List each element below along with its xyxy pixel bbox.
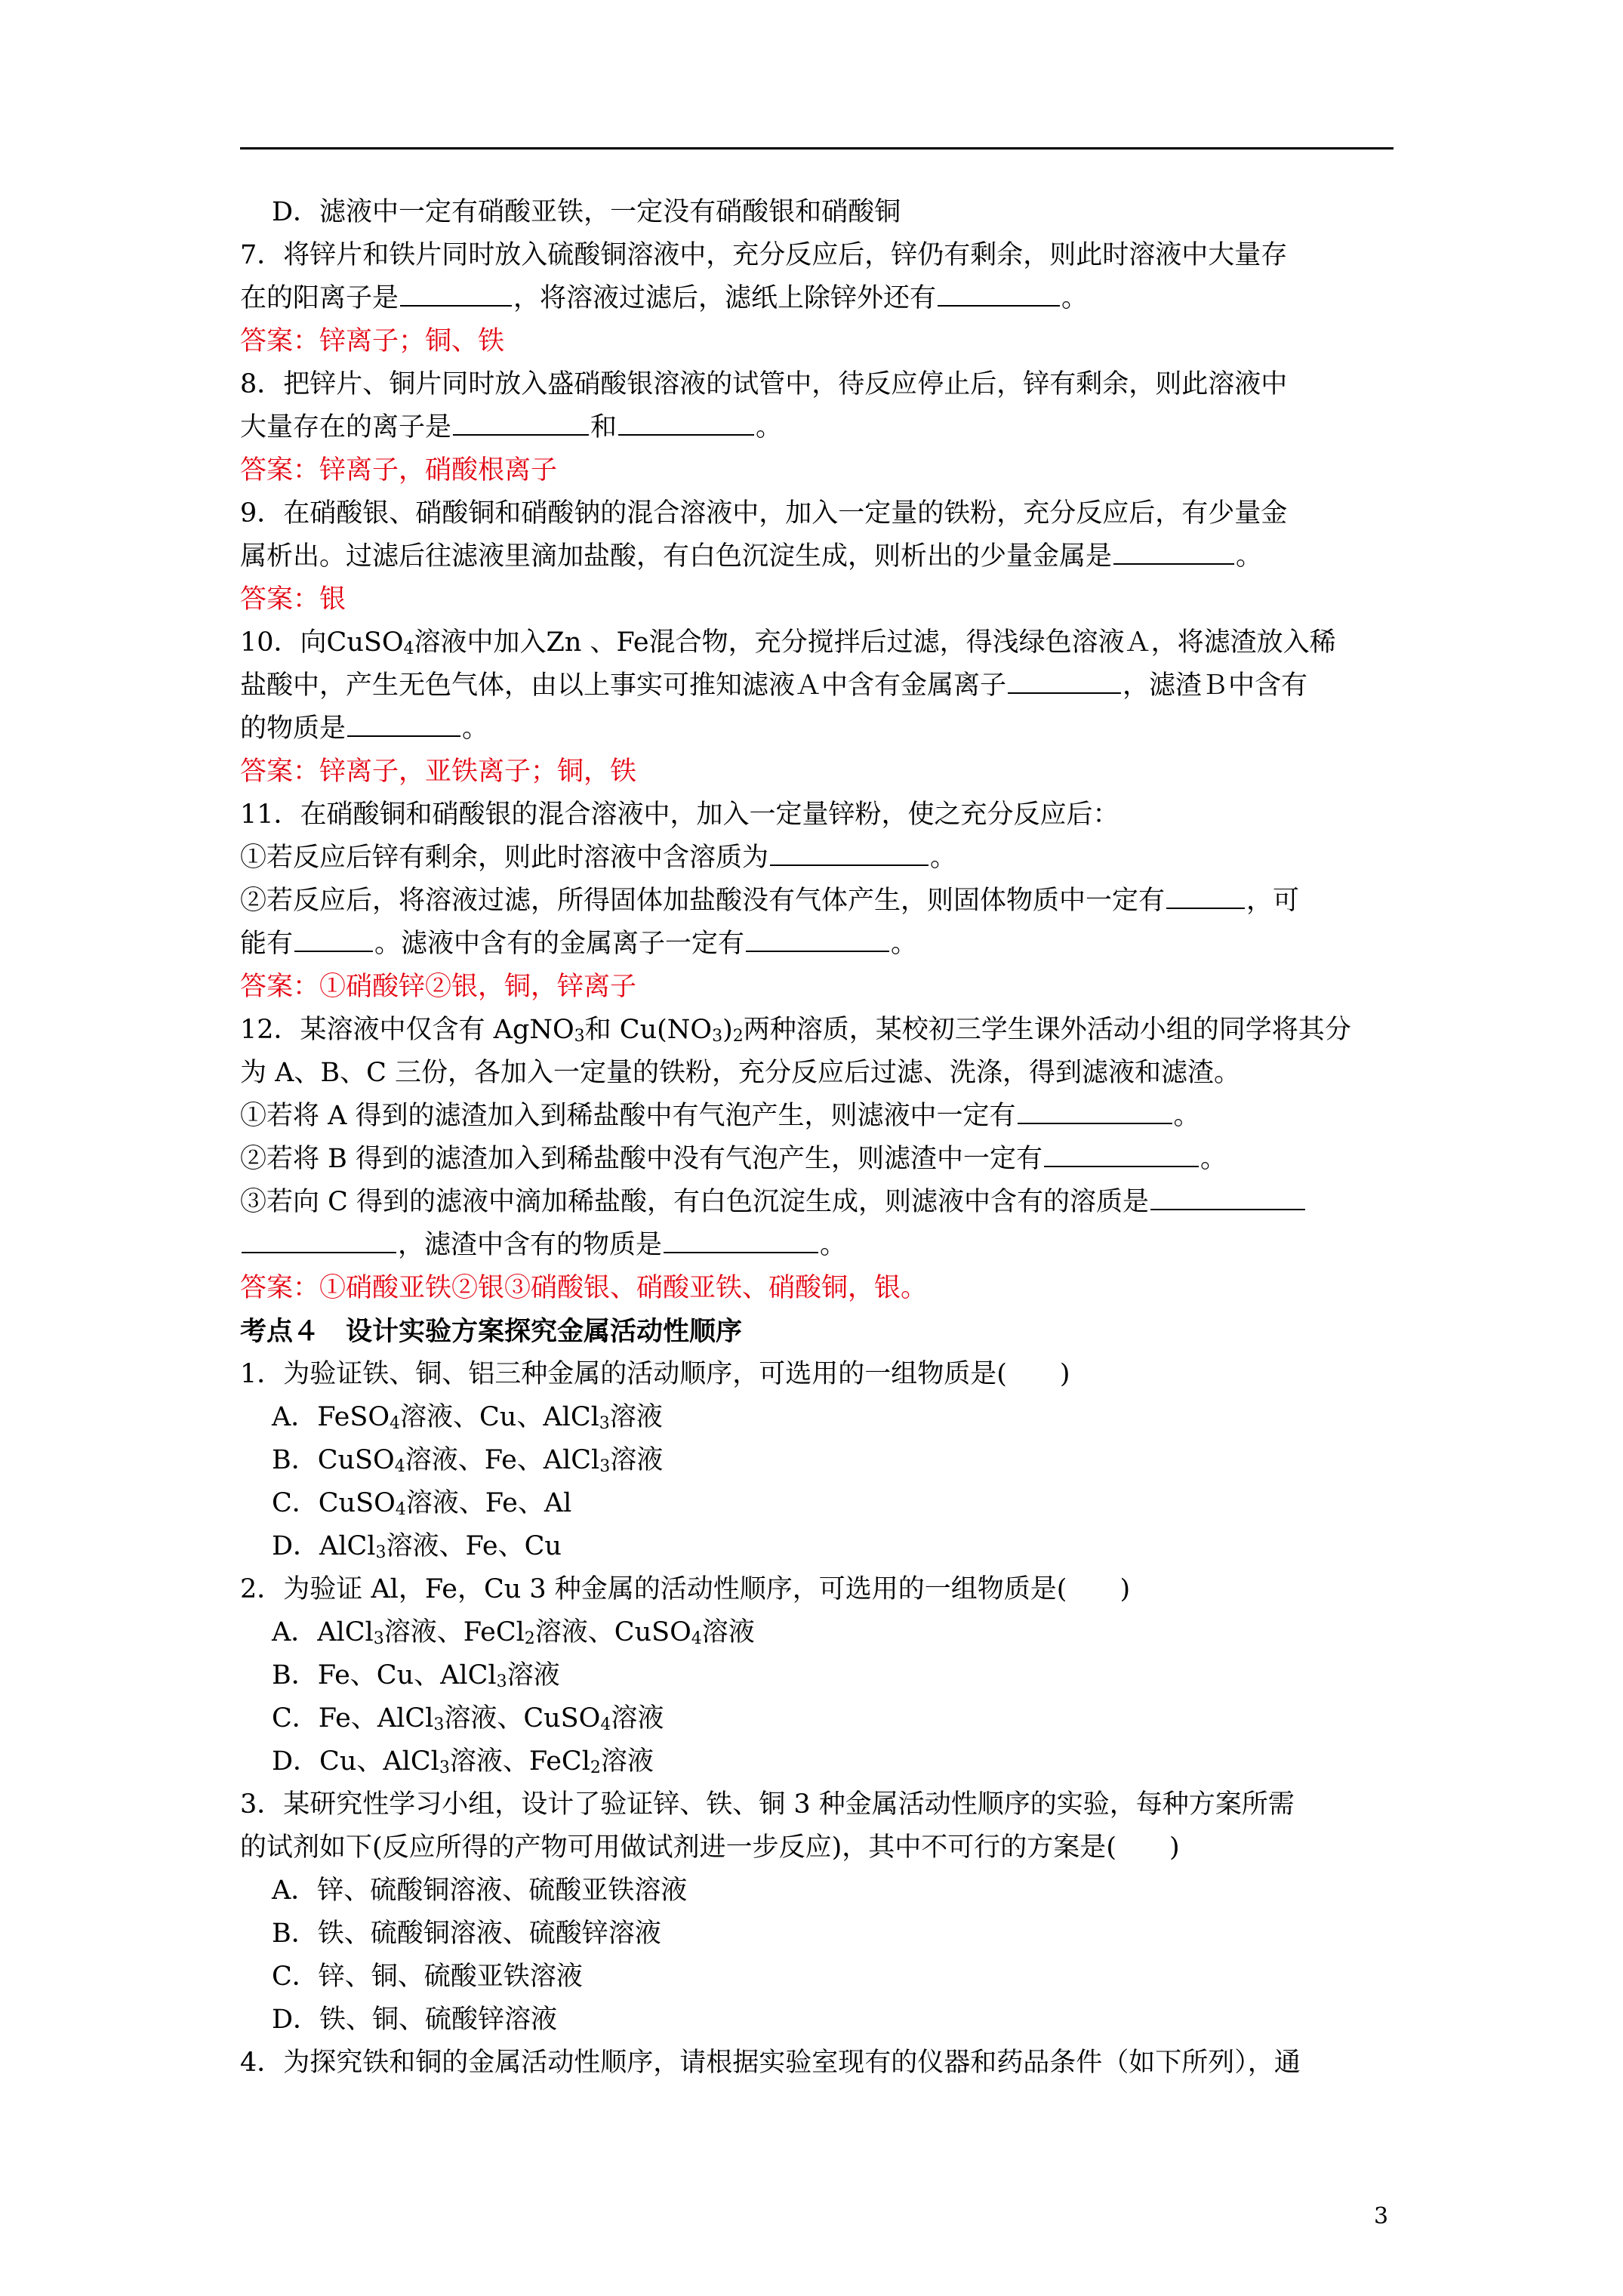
q12-text-e: ①若将 A 得到的滤渣加入到稀盐酸中有气泡产生，则滤液中一定有 (240, 1101, 1016, 1131)
q12-answer: 答案：①硝酸亚铁②银③硝酸银、硝酸亚铁、硝酸铜，银。 (240, 1273, 928, 1303)
q10-line-1 (240, 621, 1394, 664)
s4q2-d-text-1: D．Cu、AlCl (272, 1746, 439, 1777)
q10-blank-1 (1008, 667, 1121, 694)
q12-text-d: 两种溶质，某校初三学生课外活动小组的同学将其分 (743, 1015, 1351, 1045)
q8-blank-1 (453, 408, 589, 436)
q9-text-b: 。 (1236, 541, 1263, 572)
q12-line-2: 为 A、B、C 三份，各加入一定量的铁粉，充分反应后过滤、洗涤，得到滤液和滤渣。 (240, 1058, 1241, 1088)
q8-line-1: 8．把锌片、铜片同时放入盛硝酸银溶液的试管中，待反应停止后，锌有剩余，则此溶液中 (240, 369, 1288, 399)
q9-blank-1 (1113, 538, 1234, 565)
s4q1-a-text-1: A．FeSO (272, 1402, 390, 1432)
q12-text-h: 。 (1200, 1144, 1227, 1174)
s4q2-stem: 2．为验证 Al，Fe，Cu 3 种金属的活动性顺序，可选用的一组物质是( ) (240, 1574, 1131, 1604)
s4q1-a-sub-1: 4 (390, 1414, 401, 1433)
q11-text-a: ①若反应后锌有剩余，则此时溶液中含溶质为 (240, 843, 769, 873)
q11-text-g: 。 (891, 929, 918, 959)
q12-line-1 (240, 1009, 1394, 1052)
s4q2-c-text-1: C．Fe、AlCl (272, 1703, 434, 1734)
s4q1-stem: 1．为验证铁、铜、铝三种金属的活动顺序，可选用的一组物质是( ) (240, 1359, 1070, 1389)
s4q2-b-text-1: B．Fe、Cu、AlCl (272, 1660, 497, 1690)
q12-line-5 (240, 1181, 1394, 1224)
section-4-title: 考点４ 设计实验方案探究金属活动性顺序 (240, 1316, 743, 1347)
q12-text-i: ③若向 C 得到的滤液中滴加稀盐酸，有白色沉淀生成，则滤液中含有的溶质是 (240, 1187, 1150, 1217)
q11-line-4 (240, 923, 1394, 966)
q12-blank-4 (242, 1226, 396, 1253)
q11-text-b: 。 (930, 843, 957, 873)
s4q2-d-text-3: 溶液 (600, 1746, 654, 1777)
q7-line-1: 7．将锌片和铁片同时放入硫酸铜溶液中，充分反应后，锌仍有剩余，则此时溶液中大量存 (240, 240, 1288, 270)
q9-line-1: 9．在硝酸银、硝酸铜和硝酸钠的混合溶液中，加入一定量的铁粉，充分反应后，有少量金 (240, 498, 1288, 529)
s4q2-option-b (240, 1654, 1394, 1697)
s4q1-d-text-2: 溶液、Fe、Cu (386, 1531, 562, 1561)
q12-text-k: 。 (820, 1230, 847, 1260)
s4q1-b-sub-2: 3 (599, 1457, 611, 1476)
q11-line-2 (240, 837, 1394, 880)
q10-sub: 4 (403, 639, 414, 658)
q10-text-f: 。 (462, 713, 489, 744)
s4q1-b-text-1: B．CuSO (272, 1445, 395, 1475)
s4q1-d-sub-1: 3 (375, 1543, 387, 1562)
s4q2-c-text-2: 溶液、CuSO (444, 1703, 601, 1734)
s4q1-option-a (240, 1396, 1394, 1439)
s4q1-a-text-3: 溶液 (609, 1402, 663, 1432)
q11-blank-1 (770, 839, 929, 866)
q8-blank-2 (618, 408, 754, 436)
q8-text-a: 大量存在的离子是 (240, 412, 452, 442)
q12-text-f: 。 (1173, 1101, 1200, 1131)
s4q2-a-text-3: 溶液、CuSO (534, 1617, 691, 1647)
s4q2-b-sub-1: 3 (496, 1672, 507, 1691)
q8-text-b: 和 (590, 412, 617, 442)
q7-text-a: 在的阳离子是 (240, 283, 399, 313)
q9-line-2 (240, 535, 1394, 578)
s4q2-b-text-2: 溶液 (507, 1660, 560, 1690)
q12-sub-3: 2 (732, 1027, 744, 1046)
s4q1-option-c (240, 1482, 1394, 1525)
q7-blank-1 (400, 279, 512, 307)
q10-line-3 (240, 707, 1394, 750)
header-rule (240, 147, 1394, 149)
page-number: 3 (1374, 2203, 1389, 2230)
q11-blank-2 (1166, 882, 1245, 909)
q12-blank-2 (1044, 1140, 1199, 1167)
q10-text-a: 10．向CuSO (240, 627, 404, 658)
q10-text-d: ，滤渣Ｂ中含有 (1123, 670, 1308, 701)
q12-text-j: ，滤渣中含有的物质是 (398, 1230, 663, 1260)
q7-text-c: 。 (1061, 283, 1089, 313)
s4q2-a-text-4: 溶液 (701, 1617, 755, 1647)
s4q2-c-sub-1: 3 (433, 1715, 445, 1734)
s4q1-option-b (240, 1439, 1394, 1482)
q12-blank-3 (1150, 1183, 1305, 1210)
q10-text-e: 的物质是 (240, 713, 346, 744)
q12-text-b: 和 Cu(NO (584, 1015, 713, 1045)
q10-line-2 (240, 664, 1394, 707)
q8-text-c: 。 (756, 412, 783, 442)
s4q1-b-text-2: 溶液、Fe、AlCl (405, 1445, 600, 1475)
s4q1-d-text-1: D．AlCl (272, 1531, 376, 1561)
q7-text-b: ，将溶液过滤后，滤纸上除锌外还有 (513, 283, 937, 313)
q11-text-f: 。滤液中含有的金属离子一定有 (374, 929, 745, 959)
q12-sub-1: 3 (574, 1027, 585, 1046)
q10-text-b: 溶液中加入Zn 、Fe混合物，充分搅拌后过滤，得浅绿色溶液Ａ，将滤渣放入稀 (414, 627, 1336, 658)
s4q3-option-a: A．锌、硫酸铜溶液、硫酸亚铁溶液 (272, 1875, 688, 1906)
s4q2-d-sub-2: 2 (590, 1758, 601, 1777)
q10-text-c: 盐酸中，产生无色气体，由以上事实可推知滤液Ａ中含有金属离子 (240, 670, 1007, 701)
q12-text-c: ) (722, 1015, 733, 1045)
q12-text-a: 12．某溶液中仅含有 AgNO (240, 1015, 574, 1045)
q11-text-e: 能有 (240, 929, 294, 959)
s4q1-a-text-2: 溶液、Cu、AlCl (400, 1402, 599, 1432)
q12-blank-5 (664, 1226, 818, 1253)
q7-line-2 (240, 277, 1394, 320)
q12-line-3 (240, 1095, 1394, 1138)
q11-blank-3 (294, 925, 373, 952)
s4q2-a-sub-1: 3 (373, 1629, 384, 1648)
s4q1-a-sub-2: 3 (599, 1414, 610, 1433)
s4q3-line-2: 的试剂如下(反应所得的产物可用做试剂进一步反应)，其中不可行的方案是( ) (240, 1832, 1180, 1863)
s4q1-c-text-1: C．CuSO (272, 1488, 396, 1518)
s4q2-option-d (240, 1740, 1394, 1783)
s4q3-line-1: 3．某研究性学习小组，设计了验证锌、铁、铜 3 种金属活动性顺序的实验，每种方案所需 (240, 1789, 1295, 1820)
q12-line-6 (240, 1224, 1394, 1267)
s4q3-option-b: B．铁、硫酸铜溶液、硫酸锌溶液 (272, 1918, 661, 1949)
s4q1-c-sub-1: 4 (395, 1500, 406, 1519)
s4q3-option-d: D．铁、铜、硫酸锌溶液 (272, 2005, 558, 2035)
s4q2-a-text-1: A．AlCl (272, 1617, 374, 1647)
s4q2-option-c (240, 1697, 1394, 1740)
s4q2-option-a (240, 1611, 1394, 1654)
q11-blank-4 (746, 925, 889, 952)
s4q2-c-text-3: 溶液 (611, 1703, 664, 1734)
s4q2-c-sub-2: 4 (600, 1715, 611, 1734)
q7-answer: 答案：锌离子；铜、铁 (240, 326, 505, 356)
s4q1-b-text-3: 溶液 (610, 1445, 664, 1475)
q10-answer: 答案：锌离子，亚铁离子；铜，铁 (240, 757, 637, 787)
document-body (240, 191, 1394, 2085)
q12-line-4 (240, 1138, 1394, 1181)
q11-text-d: ，可 (1246, 886, 1300, 916)
q12-sub-2: 3 (712, 1027, 723, 1046)
s4q4-line-1: 4．为探究铁和铜的金属活动性顺序，请根据实验室现有的仪器和药品条件（如下所列），通 (240, 2048, 1301, 2078)
q9-text-a: 属析出。过滤后往滤液里滴加盐酸，有白色沉淀生成，则析出的少量金属是 (240, 541, 1113, 572)
q6-option-d: D．滤液中一定有硝酸亚铁，一定没有硝酸银和硝酸铜 (272, 197, 901, 227)
q8-answer: 答案：锌离子，硝酸根离子 (240, 455, 558, 485)
s4q2-a-text-2: 溶液、FeCl (383, 1617, 525, 1647)
q8-line-2 (240, 406, 1394, 449)
s4q1-b-sub-1: 4 (394, 1457, 405, 1476)
q12-text-g: ②若将 B 得到的滤渣加入到稀盐酸中没有气泡产生，则滤渣中一定有 (240, 1144, 1042, 1174)
q11-line-1: 11．在硝酸铜和硝酸银的混合溶液中，加入一定量锌粉，使之充分反应后： (240, 800, 1119, 830)
s4q1-option-d (240, 1525, 1394, 1568)
q10-blank-2 (347, 710, 460, 737)
q9-answer: 答案：银 (240, 584, 346, 615)
q12-blank-1 (1018, 1097, 1172, 1124)
q11-text-c: ②若反应后，将溶液过滤，所得固体加盐酸没有气体产生，则固体物质中一定有 (240, 886, 1166, 916)
s4q2-a-sub-2: 2 (524, 1629, 535, 1648)
s4q3-option-c: C．锌、铜、硫酸亚铁溶液 (272, 1962, 583, 1992)
q7-blank-2 (938, 279, 1060, 307)
s4q2-d-text-2: 溶液、FeCl (449, 1746, 590, 1777)
q11-line-3 (240, 880, 1394, 923)
s4q2-a-sub-3: 4 (691, 1629, 702, 1648)
q11-answer: 答案：①硝酸锌②银，铜，锌离子 (240, 972, 637, 1002)
s4q1-c-text-2: 溶液、Fe、Al (405, 1488, 572, 1518)
s4q2-d-sub-1: 3 (439, 1758, 450, 1777)
